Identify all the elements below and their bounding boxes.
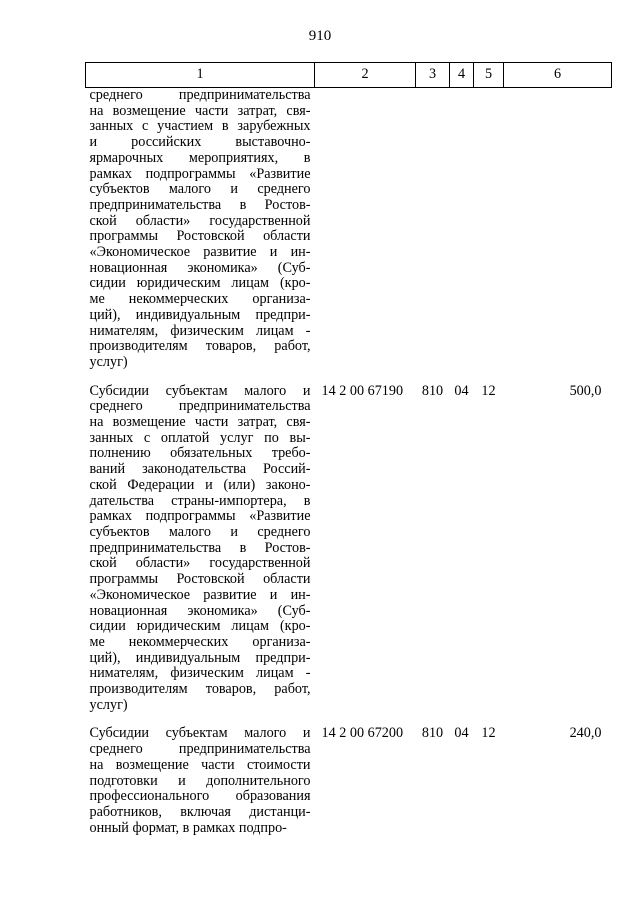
page-number: 910 [308, 28, 332, 44]
description-line: онный формат, в рамках подпро- [89, 819, 287, 836]
description-line: работников, включая дистанци- [89, 803, 311, 820]
description-line: предпринимательства в Ростов- [89, 196, 311, 213]
column-header-4: 4 [450, 63, 474, 88]
description-line: нимателям, физическим лицам - [89, 322, 311, 339]
description-line: на возмещение части затрат, свя- [89, 102, 311, 119]
description-line: нимателям, физическим лицам - [89, 665, 311, 682]
description-line: среднего предпринимательства [89, 398, 311, 415]
description-line: Субсидии субъектам малого и [89, 382, 311, 399]
target-article-code: 14 2 00 67190 [321, 382, 404, 399]
section-code: 04 [454, 725, 469, 742]
description-line: занных с оплатой услуг по вы- [89, 429, 311, 446]
table-row [86, 384, 612, 714]
expense-type-code: 810 [421, 382, 444, 399]
description-line: ваний законодательства Россий- [89, 461, 311, 478]
column-header-1: 1 [86, 63, 315, 88]
column-header-5: 5 [474, 63, 504, 88]
description-line: услуг) [89, 696, 128, 713]
row-description [86, 384, 315, 714]
description-line: ской области» государственной [89, 555, 311, 572]
description-line: ской области» государственной [89, 212, 311, 229]
description-line: ярмарочных мероприятиях, в [89, 149, 311, 166]
description-line: предпринимательства в Ростов- [89, 539, 311, 556]
amount-value [504, 88, 612, 371]
column-header-3: 3 [416, 63, 450, 88]
description-line: субъектов малого и среднего [89, 523, 311, 540]
column-header-6: 6 [504, 63, 612, 88]
description-line: ме некоммерческих организа- [89, 633, 311, 650]
table-body [86, 88, 612, 837]
amount-value: 240,0 [569, 725, 602, 742]
table-row [86, 726, 612, 836]
description-line: ме некоммерческих организа- [89, 291, 311, 308]
description-line: подготовки и дополнительного [89, 772, 311, 789]
amount-value: 500,0 [569, 382, 602, 399]
row-spacer [86, 371, 612, 384]
description-line: субъектов малого и среднего [89, 181, 311, 198]
description-line: полнению обязательных требо- [89, 445, 311, 462]
description-line: профессионального образования [89, 788, 311, 805]
description-line: Субсидии субъектам малого и [89, 725, 311, 742]
description-line: «Экономическое развитие и ин- [89, 586, 311, 603]
description-line: среднего предпринимательства [89, 87, 311, 103]
description-line: программы Ростовской области [89, 571, 311, 588]
description-line: ций), индивидуальным предпри- [89, 306, 311, 323]
column-header-2: 2 [315, 63, 416, 88]
description-line: услуг) [89, 353, 128, 370]
description-line: «Экономическое развитие и ин- [89, 244, 311, 261]
section-code: 04 [454, 382, 469, 399]
budget-table [85, 62, 612, 836]
expense-type-code [416, 88, 450, 371]
row-description [86, 88, 315, 371]
description-line: рамках подпрограммы «Развитие [89, 165, 311, 182]
description-line: сидии юридическим лицам (кро- [89, 618, 311, 635]
description-line: ций), индивидуальным предпри- [89, 649, 311, 666]
description-line: сидии юридическим лицам (кро- [89, 275, 311, 292]
description-line: дательства страны-импортера, в [89, 492, 311, 509]
description-line: и российских выставочно- [89, 134, 311, 151]
section-code [450, 88, 474, 371]
table-header-row [86, 63, 612, 88]
target-article-code [315, 88, 416, 371]
description-line: на возмещение части стоимости [89, 756, 311, 773]
description-line: ской Федерации и (или) законо- [89, 476, 311, 493]
subsection-code: 12 [481, 725, 496, 742]
description-line: на возмещение части затрат, свя- [89, 414, 311, 431]
description-line: программы Ростовской области [89, 228, 311, 245]
expense-type-code: 810 [421, 725, 444, 742]
description-line: рамках подпрограммы «Развитие [89, 508, 311, 525]
description-line: среднего предпринимательства [89, 741, 311, 758]
table-row [86, 88, 612, 371]
description-line: новационная экономика» (Суб- [89, 602, 311, 619]
description-line: производителям товаров, работ, [89, 681, 311, 698]
row-description [86, 726, 315, 836]
subsection-code: 12 [481, 382, 496, 399]
description-line: занных с участием в зарубежных [89, 118, 311, 135]
description-line: производителям товаров, работ, [89, 338, 311, 355]
subsection-code [474, 88, 504, 371]
description-line: новационная экономика» (Суб- [89, 259, 311, 276]
target-article-code: 14 2 00 67200 [321, 725, 404, 742]
